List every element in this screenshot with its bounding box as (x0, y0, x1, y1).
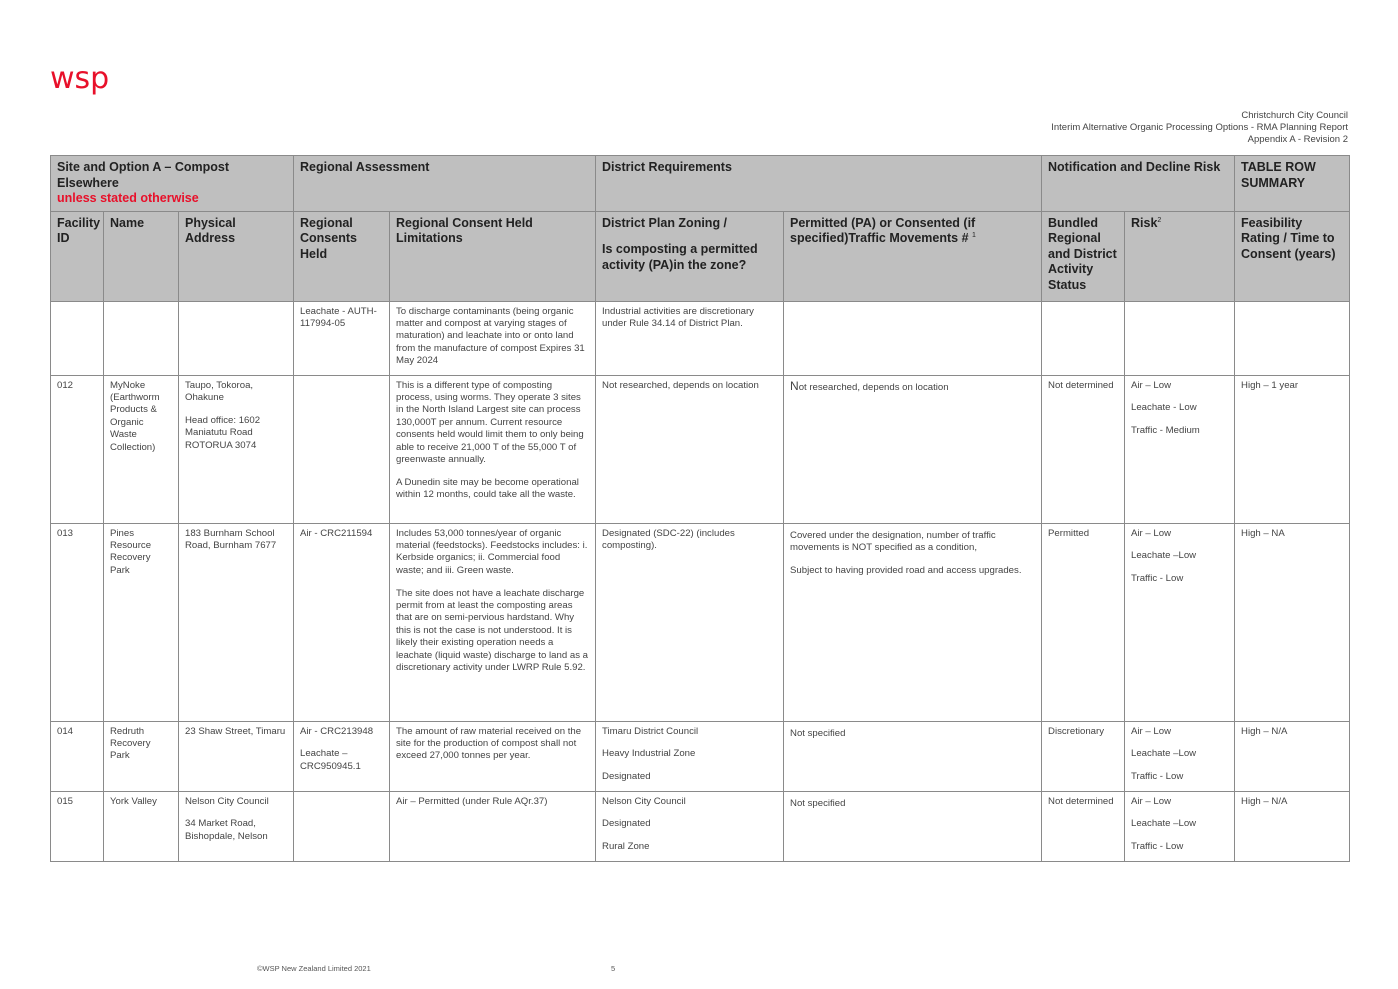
cell-consents (294, 791, 390, 861)
footnote-2: 2 (1157, 216, 1162, 224)
limitation-paragraph: To discharge contaminants (being organic matter and compost at varying stages of maturation) and leachate into or onto land from the manufacture of compost Expires 31 May 2024 (396, 305, 585, 367)
group-site-title: Site and Option A – Compost Elsewhere (57, 160, 229, 190)
facility-name-text: York Valley (110, 795, 157, 807)
zoning-line: Not researched, depends on location (602, 379, 759, 391)
risk-item: Air – Low (1131, 379, 1172, 391)
table-row (51, 791, 1350, 861)
cell-feasibility (1235, 375, 1350, 523)
address-line: 183 Burnham School Road, Burnham 7677 (185, 527, 277, 551)
risk-item: Air – Low (1131, 527, 1172, 539)
risk-item: Leachate –Low (1131, 550, 1197, 562)
cell-name (104, 301, 179, 375)
zoning-line: Designated (602, 818, 651, 830)
risk-item: Leachate - Low (1131, 402, 1197, 414)
cell-name (104, 721, 179, 791)
limitation-paragraph: The amount of raw material received on the site for the production of compost shall not exceed 27,000 tonnes per year. (396, 725, 582, 762)
feasibility-text: High – N/A (1241, 725, 1288, 737)
cell-risk (1125, 375, 1235, 523)
cell-facility-id (51, 791, 104, 861)
traffic-text-rest: Covered under the designation, number of traffic movements is NOT specified as a condition, (790, 529, 996, 553)
cell-feasibility (1235, 523, 1350, 721)
consent-line: Air - CRC211594 (300, 527, 373, 539)
zoning-line: Rural Zone (602, 841, 650, 853)
cell-bundled (1042, 375, 1125, 523)
limitation-paragraph: Includes 53,000 tonnes/year of organic material (feedstocks). Feedstocks includes: i. Kerbside organics; ii. Commercial food waste; and iii. Green waste. (396, 527, 588, 576)
logo-text: wsp (50, 64, 110, 96)
risk-item: Traffic - Low (1131, 841, 1184, 853)
cell-limitations (390, 721, 596, 791)
zoning-line: Designated (SDC-22) (includes composting). (602, 527, 735, 551)
cell-name (104, 791, 179, 861)
facility-name-text: Pines Resource Recovery Park (110, 527, 152, 576)
cell-limitations (390, 791, 596, 861)
cell-zoning (596, 301, 784, 375)
cell-risk (1125, 791, 1235, 861)
cell-consents (294, 301, 390, 375)
cell-feasibility (1235, 791, 1350, 861)
cell-traffic (784, 721, 1042, 791)
limitation-paragraph: This is a different type of composting process, using worms. They operate 3 sites in the North Island Largest site can process 130,000T per annum. Current resource consents held would limit them to only being able to receive 21,000 T of the 55,000 T of greenwaste annually. (396, 379, 584, 465)
facility-id-text: 015 (57, 795, 74, 807)
cell-risk (1125, 721, 1235, 791)
cell-address (179, 721, 294, 791)
cell-limitations (390, 301, 596, 375)
feasibility-text: High – NA (1241, 527, 1285, 539)
facility-name-text: Redruth Recovery Park (110, 725, 151, 762)
group-site (51, 156, 294, 212)
consent-line: Air - CRC213948 (300, 725, 374, 737)
col-facility-id: Facility ID (51, 211, 104, 301)
cell-address (179, 791, 294, 861)
zoning-line: Industrial activities are discretionary under Rule 34.14 of District Plan. (602, 305, 754, 329)
consent-line: Leachate - AUTH-117994-05 (300, 305, 377, 329)
cell-consents (294, 721, 390, 791)
limitation-paragraph: A Dunedin site may be become operational within 12 months, could take all the waste. (396, 476, 579, 501)
col-zoning (596, 211, 784, 301)
group-notification: Notification and Decline Risk (1042, 156, 1235, 212)
cell-consents (294, 523, 390, 721)
cell-facility-id (51, 523, 104, 721)
traffic-text-rest: ot researched, depends on location (798, 381, 949, 393)
group-header-row (51, 156, 1350, 212)
activity-status-text: Permitted (1048, 527, 1090, 539)
address-line: 34 Market Road, Bishopdale, Nelson (185, 818, 268, 842)
group-district: District Requirements (596, 156, 1042, 212)
cell-feasibility (1235, 301, 1350, 375)
address-line: Nelson City Council (185, 795, 269, 807)
address-line: 23 Shaw Street, Timaru (185, 725, 286, 737)
header-client: Christchurch City Council (1241, 110, 1348, 121)
group-regional: Regional Assessment (294, 156, 596, 212)
col-risk (1125, 211, 1235, 301)
traffic-text-rest: Not specified (790, 797, 846, 809)
col-traffic (784, 211, 1042, 301)
wsp-logo (50, 64, 128, 104)
cell-address (179, 375, 294, 523)
table-row (51, 375, 1350, 523)
cell-limitations (390, 523, 596, 721)
facility-id-text: 013 (57, 527, 74, 539)
col-address: Physical Address (179, 211, 294, 301)
feasibility-text: High – 1 year (1241, 379, 1299, 391)
col-limitations: Regional Consent Held Limitations (390, 211, 596, 301)
table-body (51, 301, 1350, 861)
group-summary: TABLE ROW SUMMARY (1235, 156, 1350, 212)
facility-id-text: 014 (57, 725, 74, 737)
cell-name (104, 375, 179, 523)
risk-item: Leachate –Low (1131, 748, 1197, 760)
facility-id-text: 012 (57, 379, 74, 391)
traffic-text (790, 380, 1035, 394)
address-line: Taupo, Tokoroa, Ohakune (185, 379, 254, 403)
table-row (51, 523, 1350, 721)
group-site-subtitle: unless stated otherwise (57, 191, 199, 205)
cell-traffic (784, 791, 1042, 861)
cell-feasibility (1235, 721, 1350, 791)
cell-zoning (596, 375, 784, 523)
col-zoning-line2: Is composting a permitted activity (PA)in the zone? (602, 242, 758, 272)
risk-item: Air – Low (1131, 795, 1172, 807)
cell-limitations (390, 375, 596, 523)
cell-bundled (1042, 791, 1125, 861)
limitation-paragraph: The site does not have a leachate discharge permit from at least the composting areas that are on semi-pervious hardstand. Why this is not the case is not understood. It is likely their existing operation needs a leachate (liquid waste) discharge to land as a discretionary activity under LWRP Rule 5.92. (396, 587, 588, 674)
col-traffic-label: Permitted (PA) or Consented (if specified)Traffic Movements # (790, 215, 976, 245)
facility-name-text: MyNoke (Earthworm Products & Organic Waste Collection) (110, 379, 160, 453)
zoning-line: Nelson City Council (602, 795, 686, 807)
consent-line: Leachate – CRC950945.1 (300, 748, 361, 772)
zoning-line: Heavy Industrial Zone (602, 748, 696, 760)
cell-address (179, 301, 294, 375)
col-bundled: Bundled Regional and District Activity Status (1042, 211, 1125, 301)
feasibility-text: High – N/A (1241, 795, 1288, 807)
table-row (51, 721, 1350, 791)
header-report-title: Interim Alternative Organic Processing Options - RMA Planning Report (1051, 122, 1348, 133)
cell-zoning (596, 721, 784, 791)
risk-item: Traffic - Low (1131, 573, 1184, 585)
traffic-note: Subject to having provided road and access upgrades. (790, 564, 1022, 576)
traffic-text (790, 726, 1035, 740)
cell-risk (1125, 523, 1235, 721)
cell-facility-id (51, 301, 104, 375)
risk-item: Traffic - Low (1131, 771, 1184, 783)
page-number: 5 (611, 964, 616, 973)
facility-assessment-table (50, 155, 1350, 862)
cell-risk (1125, 301, 1235, 375)
zoning-line: Timaru District Council (602, 725, 699, 737)
risk-item: Leachate –Low (1131, 818, 1197, 830)
address-line: Head office: 1602 Maniatutu Road ROTORUA 3074 (185, 414, 261, 451)
cell-facility-id (51, 721, 104, 791)
activity-status-text: Discretionary (1048, 725, 1104, 737)
cell-facility-id (51, 375, 104, 523)
col-risk-label: Risk (1131, 215, 1158, 230)
col-consents: Regional Consents Held (294, 211, 390, 301)
cell-bundled (1042, 721, 1125, 791)
cell-address (179, 523, 294, 721)
cell-name (104, 523, 179, 721)
cell-bundled (1042, 301, 1125, 375)
table-row (51, 301, 1350, 375)
header-appendix: Appendix A - Revision 2 (1247, 134, 1348, 145)
cell-consents (294, 375, 390, 523)
limitation-paragraph: Air – Permitted (under Rule AQr.37) (396, 795, 548, 807)
column-header-row (51, 211, 1350, 301)
col-name: Name (104, 211, 179, 301)
risk-item: Air – Low (1131, 725, 1172, 737)
traffic-text-rest: Not specified (790, 727, 846, 739)
cell-traffic (784, 523, 1042, 721)
cell-zoning (596, 791, 784, 861)
cell-zoning (596, 523, 784, 721)
activity-status-text: Not determined (1048, 379, 1114, 391)
traffic-text (790, 528, 1035, 555)
cell-bundled (1042, 523, 1125, 721)
cell-traffic (784, 375, 1042, 523)
document-header (1051, 110, 1348, 146)
cell-traffic (784, 301, 1042, 375)
footnote-1: 1 (972, 231, 976, 239)
footer-copyright: ©WSP New Zealand Limited 2021 (257, 964, 371, 973)
activity-status-text: Not determined (1048, 795, 1114, 807)
col-feasibility: Feasibility Rating / Time to Consent (years) (1235, 211, 1350, 301)
zoning-line: Designated (602, 771, 651, 783)
col-zoning-line1: District Plan Zoning / (602, 215, 728, 230)
traffic-text (790, 796, 1035, 810)
traffic-text-initial: N (790, 378, 799, 393)
risk-item: Traffic - Medium (1131, 425, 1200, 437)
